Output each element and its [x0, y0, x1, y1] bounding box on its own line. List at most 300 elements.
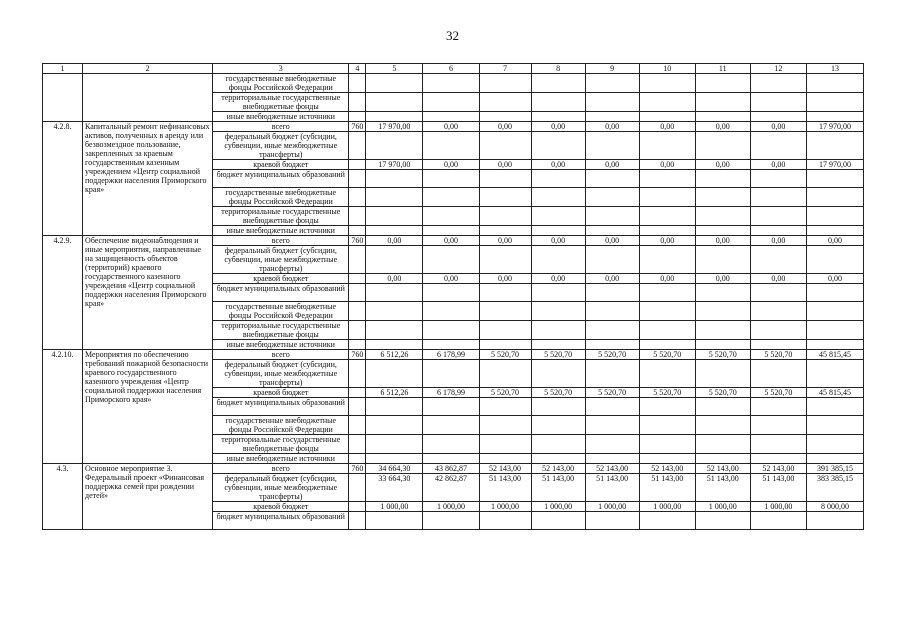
- value-cell: [366, 512, 423, 530]
- value-cell: 51 143,00: [639, 474, 695, 502]
- value-cell: 5 520,70: [639, 350, 695, 360]
- row-code: 4.2.10.: [43, 350, 83, 464]
- value-cell: [479, 435, 531, 454]
- row-name: Капитальный ремонт нефинансовых активов, полученных в аренду или безвозмездное пользование, закрепленных за краевым государственным казенным учреждением «Центр социальной поддержки населения Приморского края»: [83, 122, 213, 236]
- value-cell: [695, 188, 750, 207]
- value-cell: [585, 284, 639, 302]
- value-cell: [585, 188, 639, 207]
- value-cell: [531, 188, 585, 207]
- value-cell: [750, 398, 806, 416]
- value-cell: [423, 170, 479, 188]
- value-cell: [366, 398, 423, 416]
- funding-source: иные внебюджетные источники: [213, 454, 349, 464]
- value-cell: [806, 112, 863, 122]
- value-cell: [366, 284, 423, 302]
- value-cell: [806, 454, 863, 464]
- funding-source: всего: [213, 350, 349, 360]
- funding-source: краевой бюджет: [213, 160, 349, 170]
- value-cell: [695, 321, 750, 340]
- value-cell: 0,00: [531, 236, 585, 246]
- value-cell: [806, 207, 863, 226]
- value-cell: [585, 226, 639, 236]
- value-cell: [639, 284, 695, 302]
- value-cell: 0,00: [695, 160, 750, 170]
- value-cell: 42 862,87: [423, 474, 479, 502]
- code-760-cell: [349, 435, 366, 454]
- value-cell: 5 520,70: [585, 388, 639, 398]
- value-cell: [639, 321, 695, 340]
- value-cell: [366, 246, 423, 274]
- code-760-cell: [349, 246, 366, 274]
- code-760-cell: [349, 340, 366, 350]
- value-cell: [750, 302, 806, 321]
- value-cell: 0,00: [750, 274, 806, 284]
- funding-source: бюджет муниципальных образований: [213, 398, 349, 416]
- value-cell: [479, 188, 531, 207]
- value-cell: [585, 112, 639, 122]
- value-cell: [806, 284, 863, 302]
- value-cell: [479, 284, 531, 302]
- column-header: 12: [750, 64, 806, 74]
- column-header: 11: [695, 64, 750, 74]
- value-cell: [639, 207, 695, 226]
- value-cell: [366, 435, 423, 454]
- value-cell: [750, 454, 806, 464]
- value-cell: 5 520,70: [531, 350, 585, 360]
- value-cell: [695, 170, 750, 188]
- value-cell: [639, 435, 695, 454]
- value-cell: 52 143,00: [531, 464, 585, 474]
- value-cell: [423, 321, 479, 340]
- value-cell: [479, 132, 531, 160]
- value-cell: [366, 74, 423, 93]
- value-cell: 0,00: [639, 122, 695, 132]
- funding-source: государственные внебюджетные фонды Российской Федерации: [213, 74, 349, 93]
- value-cell: [531, 284, 585, 302]
- value-cell: 51 143,00: [695, 474, 750, 502]
- value-cell: [750, 321, 806, 340]
- value-cell: [366, 340, 423, 350]
- value-cell: [423, 435, 479, 454]
- code-760-cell: [349, 416, 366, 435]
- value-cell: 5 520,70: [695, 388, 750, 398]
- value-cell: [750, 246, 806, 274]
- value-cell: [750, 207, 806, 226]
- value-cell: [806, 360, 863, 388]
- value-cell: [695, 512, 750, 530]
- value-cell: [531, 321, 585, 340]
- value-cell: [585, 512, 639, 530]
- column-header: 2: [83, 64, 213, 74]
- value-cell: [366, 132, 423, 160]
- value-cell: [366, 207, 423, 226]
- value-cell: 0,00: [585, 160, 639, 170]
- funding-source: всего: [213, 236, 349, 246]
- value-cell: 0,00: [366, 274, 423, 284]
- column-header: 9: [585, 64, 639, 74]
- value-cell: [479, 93, 531, 112]
- value-cell: 1 000,00: [585, 502, 639, 512]
- value-cell: [531, 207, 585, 226]
- value-cell: [695, 207, 750, 226]
- value-cell: [639, 416, 695, 435]
- value-cell: [585, 321, 639, 340]
- value-cell: 0,00: [585, 274, 639, 284]
- value-cell: [585, 398, 639, 416]
- funding-source: федеральный бюджет (субсидии, субвенции, иные межбюджетные трансферты): [213, 474, 349, 502]
- value-cell: 45 815,45: [806, 350, 863, 360]
- value-cell: 5 520,70: [695, 350, 750, 360]
- value-cell: [639, 302, 695, 321]
- value-cell: [531, 170, 585, 188]
- value-cell: 6 512,26: [366, 388, 423, 398]
- value-cell: 0,00: [806, 274, 863, 284]
- value-cell: 0,00: [531, 274, 585, 284]
- column-header: 7: [479, 64, 531, 74]
- value-cell: [806, 302, 863, 321]
- value-cell: [695, 284, 750, 302]
- value-cell: [423, 454, 479, 464]
- value-cell: [423, 74, 479, 93]
- funding-source: бюджет муниципальных образований: [213, 512, 349, 530]
- value-cell: 17 970,00: [366, 122, 423, 132]
- value-cell: [806, 321, 863, 340]
- value-cell: [479, 340, 531, 350]
- value-cell: [585, 207, 639, 226]
- value-cell: 5 520,70: [750, 388, 806, 398]
- value-cell: 51 143,00: [479, 474, 531, 502]
- value-cell: 0,00: [585, 236, 639, 246]
- funding-source: бюджет муниципальных образований: [213, 170, 349, 188]
- value-cell: [479, 170, 531, 188]
- code-760-cell: [349, 207, 366, 226]
- value-cell: [585, 360, 639, 388]
- value-cell: [639, 112, 695, 122]
- code-760-cell: [349, 274, 366, 284]
- value-cell: [479, 74, 531, 93]
- value-cell: [423, 132, 479, 160]
- value-cell: [639, 132, 695, 160]
- value-cell: 0,00: [639, 160, 695, 170]
- code-760-cell: [349, 360, 366, 388]
- value-cell: [531, 340, 585, 350]
- value-cell: [639, 226, 695, 236]
- value-cell: [750, 416, 806, 435]
- value-cell: [423, 512, 479, 530]
- value-cell: [531, 416, 585, 435]
- value-cell: [585, 246, 639, 274]
- value-cell: [531, 132, 585, 160]
- value-cell: [479, 360, 531, 388]
- value-cell: [366, 226, 423, 236]
- row-code-cell: [43, 74, 83, 122]
- funding-source: иные внебюджетные источники: [213, 226, 349, 236]
- row-name: Обеспечение видеонаблюдения и иные мероприятия, направленные на защищенность объектов (территорий) краевого государственного казенного учреждения «Центр социальной поддержки населения Приморского края»: [83, 236, 213, 350]
- value-cell: [806, 93, 863, 112]
- code-760-cell: [349, 502, 366, 512]
- funding-source: краевой бюджет: [213, 388, 349, 398]
- code-760-cell: [349, 188, 366, 207]
- value-cell: [695, 360, 750, 388]
- value-cell: 5 520,70: [479, 350, 531, 360]
- value-cell: 0,00: [750, 122, 806, 132]
- value-cell: 5 520,70: [750, 350, 806, 360]
- value-cell: [639, 360, 695, 388]
- value-cell: [639, 246, 695, 274]
- value-cell: [349, 74, 366, 93]
- column-header: 13: [806, 64, 863, 74]
- funding-source: краевой бюджет: [213, 502, 349, 512]
- column-header: 5: [366, 64, 423, 74]
- code-760-cell: [349, 302, 366, 321]
- value-cell: [423, 188, 479, 207]
- value-cell: 45 815,45: [806, 388, 863, 398]
- value-cell: [806, 188, 863, 207]
- funding-source: иные внебюджетные источники: [213, 340, 349, 350]
- value-cell: 0,00: [695, 236, 750, 246]
- budget-table: [42, 63, 864, 530]
- value-cell: [695, 132, 750, 160]
- value-cell: [806, 246, 863, 274]
- value-cell: 5 520,70: [531, 388, 585, 398]
- value-cell: 383 385,15: [806, 474, 863, 502]
- header-row: [43, 64, 864, 74]
- value-cell: 0,00: [531, 122, 585, 132]
- value-cell: [479, 246, 531, 274]
- value-cell: [479, 398, 531, 416]
- value-cell: [531, 454, 585, 464]
- value-cell: [695, 435, 750, 454]
- funding-source: территориальные государственные внебюджетные фонды: [213, 435, 349, 454]
- value-cell: [695, 340, 750, 350]
- row-name: Основное мероприятие 3. Федеральный проект «Финансовая поддержка семей при рождении детей»: [83, 464, 213, 530]
- funding-source: территориальные государственные внебюджетные фонды: [213, 207, 349, 226]
- value-cell: [750, 188, 806, 207]
- value-cell: 0,00: [585, 122, 639, 132]
- value-cell: [695, 246, 750, 274]
- code-760-cell: [349, 321, 366, 340]
- value-cell: [423, 360, 479, 388]
- value-cell: [423, 246, 479, 274]
- column-header: 8: [531, 64, 585, 74]
- value-cell: 1 000,00: [695, 502, 750, 512]
- value-cell: [639, 74, 695, 93]
- value-cell: 1 000,00: [479, 502, 531, 512]
- value-cell: [479, 416, 531, 435]
- value-cell: [806, 226, 863, 236]
- value-cell: [479, 112, 531, 122]
- value-cell: 51 143,00: [585, 474, 639, 502]
- value-cell: [639, 93, 695, 112]
- value-cell: [639, 170, 695, 188]
- value-cell: [366, 112, 423, 122]
- value-cell: 0,00: [423, 236, 479, 246]
- value-cell: 0,00: [479, 160, 531, 170]
- value-cell: 6 512,26: [366, 350, 423, 360]
- value-cell: 34 664,30: [366, 464, 423, 474]
- value-cell: [531, 226, 585, 236]
- value-cell: 0,00: [695, 122, 750, 132]
- value-cell: 33 664,30: [366, 474, 423, 502]
- value-cell: [366, 360, 423, 388]
- value-cell: [366, 302, 423, 321]
- value-cell: [585, 74, 639, 93]
- column-header: 4: [349, 64, 366, 74]
- value-cell: [750, 170, 806, 188]
- value-cell: [806, 512, 863, 530]
- value-cell: [695, 416, 750, 435]
- code-760-cell: [349, 512, 366, 530]
- value-cell: [585, 435, 639, 454]
- value-cell: 17 970,00: [806, 122, 863, 132]
- value-cell: 1 000,00: [639, 502, 695, 512]
- value-cell: [423, 284, 479, 302]
- value-cell: [806, 340, 863, 350]
- value-cell: [695, 302, 750, 321]
- value-cell: 17 970,00: [366, 160, 423, 170]
- value-cell: [750, 340, 806, 350]
- value-cell: 51 143,00: [531, 474, 585, 502]
- value-cell: [585, 340, 639, 350]
- code-760-cell: [349, 160, 366, 170]
- value-cell: [531, 512, 585, 530]
- value-cell: [750, 74, 806, 93]
- value-cell: 52 143,00: [639, 464, 695, 474]
- column-header: 3: [213, 64, 349, 74]
- funding-source: всего: [213, 464, 349, 474]
- table-row: [43, 464, 864, 474]
- table-row: [43, 236, 864, 246]
- value-cell: 5 520,70: [479, 388, 531, 398]
- value-cell: [479, 207, 531, 226]
- funding-source: государственные внебюджетные фонды Российской Федерации: [213, 302, 349, 321]
- value-cell: [585, 416, 639, 435]
- value-cell: [639, 512, 695, 530]
- value-cell: [479, 302, 531, 321]
- value-cell: 391 385,15: [806, 464, 863, 474]
- value-cell: [585, 93, 639, 112]
- funding-source: всего: [213, 122, 349, 132]
- value-cell: 52 143,00: [750, 464, 806, 474]
- value-cell: [531, 302, 585, 321]
- value-cell: 1 000,00: [366, 502, 423, 512]
- value-cell: [423, 207, 479, 226]
- value-cell: 0,00: [695, 274, 750, 284]
- value-cell: 52 143,00: [585, 464, 639, 474]
- funding-source: бюджет муниципальных образований: [213, 284, 349, 302]
- column-header: 6: [423, 64, 479, 74]
- value-cell: 52 143,00: [695, 464, 750, 474]
- value-cell: [366, 416, 423, 435]
- funding-source: государственные внебюджетные фонды Российской Федерации: [213, 416, 349, 435]
- value-cell: 0,00: [423, 274, 479, 284]
- funding-source: федеральный бюджет (субсидии, субвенции, иные межбюджетные трансферты): [213, 132, 349, 160]
- value-cell: [585, 454, 639, 464]
- value-cell: [531, 93, 585, 112]
- value-cell: [531, 435, 585, 454]
- value-cell: 0,00: [639, 236, 695, 246]
- table-row: [43, 74, 864, 93]
- value-cell: 0,00: [479, 236, 531, 246]
- value-cell: [349, 112, 366, 122]
- value-cell: [750, 226, 806, 236]
- value-cell: 17 970,00: [806, 160, 863, 170]
- code-760-cell: [349, 226, 366, 236]
- value-cell: 52 143,00: [479, 464, 531, 474]
- value-cell: 0,00: [806, 236, 863, 246]
- value-cell: 0,00: [423, 122, 479, 132]
- value-cell: [639, 398, 695, 416]
- row-code: 4.3.: [43, 464, 83, 530]
- code-760-cell: [349, 454, 366, 464]
- funding-source: государственные внебюджетные фонды Российской Федерации: [213, 188, 349, 207]
- value-cell: [750, 435, 806, 454]
- value-cell: 0,00: [531, 160, 585, 170]
- page-number: 32: [446, 28, 459, 43]
- value-cell: [531, 112, 585, 122]
- value-cell: [423, 226, 479, 236]
- value-cell: [695, 74, 750, 93]
- funding-source: территориальные государственные внебюджетные фонды: [213, 321, 349, 340]
- value-cell: [750, 93, 806, 112]
- code-760-cell: 760: [349, 464, 366, 474]
- value-cell: 0,00: [750, 160, 806, 170]
- value-cell: [695, 112, 750, 122]
- code-760-cell: [349, 132, 366, 160]
- value-cell: [806, 170, 863, 188]
- column-header: 1: [43, 64, 83, 74]
- value-cell: [423, 416, 479, 435]
- value-cell: [806, 416, 863, 435]
- value-cell: [806, 398, 863, 416]
- code-760-cell: 760: [349, 122, 366, 132]
- value-cell: 0,00: [639, 274, 695, 284]
- value-cell: [806, 74, 863, 93]
- value-cell: [750, 284, 806, 302]
- value-cell: 0,00: [479, 122, 531, 132]
- value-cell: [806, 435, 863, 454]
- value-cell: [531, 246, 585, 274]
- value-cell: [695, 226, 750, 236]
- value-cell: [423, 93, 479, 112]
- value-cell: 5 520,70: [639, 388, 695, 398]
- value-cell: [366, 321, 423, 340]
- code-760-cell: [349, 474, 366, 502]
- code-760-cell: [349, 284, 366, 302]
- value-cell: [639, 454, 695, 464]
- value-cell: [806, 132, 863, 160]
- value-cell: [366, 170, 423, 188]
- value-cell: [695, 454, 750, 464]
- column-header: 10: [639, 64, 695, 74]
- value-cell: [639, 340, 695, 350]
- value-cell: 0,00: [750, 236, 806, 246]
- funding-source: федеральный бюджет (субсидии, субвенции, иные межбюджетные трансферты): [213, 360, 349, 388]
- value-cell: [423, 340, 479, 350]
- code-760-cell: 760: [349, 236, 366, 246]
- value-cell: 51 143,00: [750, 474, 806, 502]
- value-cell: [479, 454, 531, 464]
- value-cell: [531, 398, 585, 416]
- value-cell: [423, 302, 479, 321]
- value-cell: 0,00: [423, 160, 479, 170]
- funding-source: иные внебюджетные источники: [213, 112, 349, 122]
- value-cell: 6 178,99: [423, 350, 479, 360]
- funding-source: территориальные государственные внебюджетные фонды: [213, 93, 349, 112]
- code-760-cell: 760: [349, 350, 366, 360]
- value-cell: [366, 454, 423, 464]
- value-cell: 1 000,00: [750, 502, 806, 512]
